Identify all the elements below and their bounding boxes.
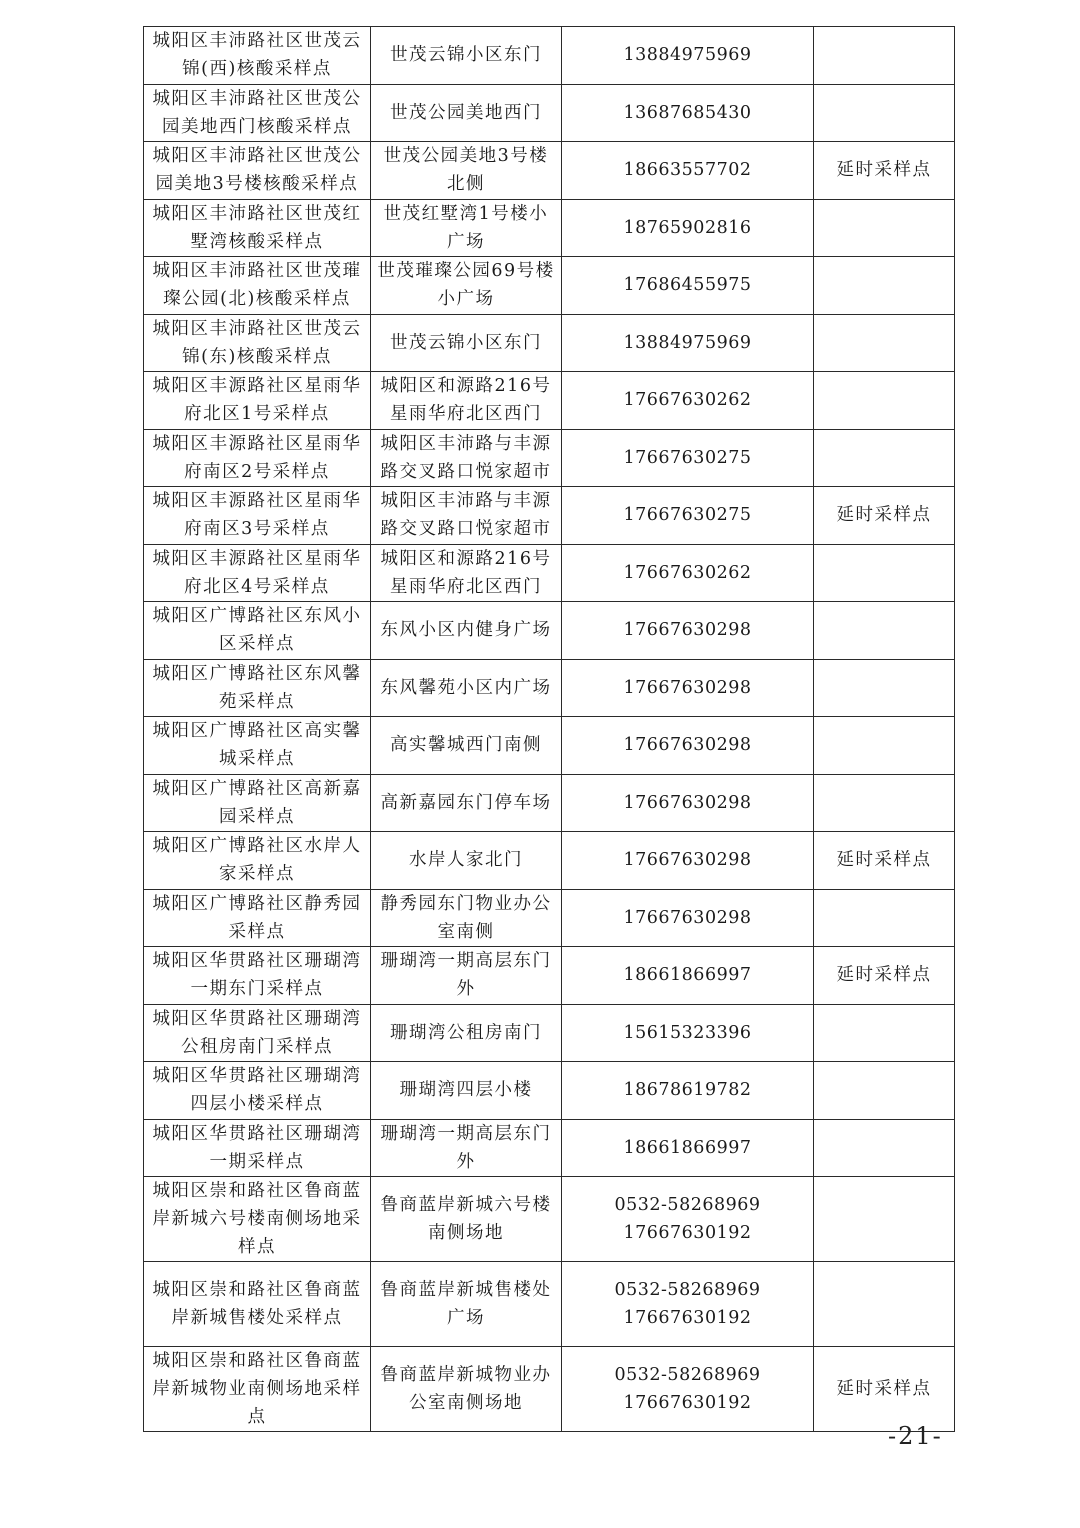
site-name-cell: 城阳区广博路社区水岸人家采样点 — [144, 832, 371, 890]
phone-cell — [562, 314, 814, 372]
site-location-cell: 静秀园东门物业办公室南侧 — [371, 889, 562, 947]
site-name-cell: 城阳区丰源路社区星雨华府北区1号采样点 — [144, 372, 371, 430]
site-location-cell: 世茂公园美地西门 — [371, 84, 562, 142]
table-row — [144, 544, 955, 602]
site-location-cell: 世茂云锦小区东门 — [371, 314, 562, 372]
note-cell — [814, 1062, 955, 1120]
phone-number: 17667630298 — [623, 792, 752, 813]
table-row — [144, 372, 955, 430]
phone-cell — [562, 142, 814, 200]
table-row — [144, 142, 955, 200]
table-row — [144, 889, 955, 947]
note-cell — [814, 257, 955, 315]
table-body — [144, 27, 955, 1432]
phone-number: 17667630262 — [623, 390, 752, 411]
phone-number: 17667630298 — [623, 620, 752, 641]
phone-cell — [562, 257, 814, 315]
table-row — [144, 487, 955, 545]
table-row — [144, 1119, 955, 1177]
site-location-cell: 鲁商蓝岸新城六号楼南侧场地 — [371, 1177, 562, 1262]
note-cell: 延时采样点 — [814, 142, 955, 200]
phone-number-secondary: 17667630192 — [623, 1223, 752, 1243]
table-row — [144, 1347, 955, 1432]
phone-number: 17686455975 — [623, 275, 752, 296]
note-cell — [814, 1177, 955, 1262]
table-row — [144, 947, 955, 1005]
site-name-cell: 城阳区华贯路社区珊瑚湾四层小楼采样点 — [144, 1062, 371, 1120]
site-location-cell: 东风小区内健身广场 — [371, 602, 562, 660]
note-cell — [814, 659, 955, 717]
phone-number-secondary: 17667630192 — [623, 1308, 752, 1328]
phone-cell — [562, 372, 814, 430]
site-location-cell: 城阳区丰沛路与丰源路交叉路口悦家超市 — [371, 487, 562, 545]
note-cell — [814, 84, 955, 142]
site-location-cell: 城阳区丰沛路与丰源路交叉路口悦家超市 — [371, 429, 562, 487]
table-row — [144, 1004, 955, 1062]
table-row — [144, 659, 955, 717]
site-location-cell: 珊瑚湾四层小楼 — [371, 1062, 562, 1120]
phone-cell — [562, 1262, 814, 1347]
note-cell — [814, 774, 955, 832]
phone-number: 18678619782 — [623, 1080, 752, 1101]
note-cell — [814, 199, 955, 257]
phone-cell — [562, 947, 814, 1005]
note-cell — [814, 889, 955, 947]
site-name-cell: 城阳区丰沛路社区世茂公园美地西门核酸采样点 — [144, 84, 371, 142]
phone-number: 13687685430 — [623, 102, 752, 123]
phone-number-secondary: 17667630192 — [623, 1393, 752, 1413]
note-cell: 延时采样点 — [814, 1347, 955, 1432]
phone-cell — [562, 889, 814, 947]
phone-number: 15615323396 — [623, 1022, 752, 1043]
site-name-cell: 城阳区广博路社区静秀园采样点 — [144, 889, 371, 947]
site-location-cell: 水岸人家北门 — [371, 832, 562, 890]
site-name-cell: 城阳区崇和路社区鲁商蓝岸新城售楼处采样点 — [144, 1262, 371, 1347]
note-cell: 延时采样点 — [814, 947, 955, 1005]
site-location-cell: 鲁商蓝岸新城物业办公室南侧场地 — [371, 1347, 562, 1432]
site-location-cell: 城阳区和源路216号星雨华府北区西门 — [371, 544, 562, 602]
note-cell — [814, 27, 955, 85]
site-name-cell: 城阳区丰源路社区星雨华府南区3号采样点 — [144, 487, 371, 545]
site-name-cell: 城阳区广博路社区东风馨苑采样点 — [144, 659, 371, 717]
site-location-cell: 世茂公园美地3号楼北侧 — [371, 142, 562, 200]
phone-number: 17667630275 — [623, 505, 752, 526]
table-row — [144, 1262, 955, 1347]
site-name-cell: 城阳区丰沛路社区世茂红墅湾核酸采样点 — [144, 199, 371, 257]
site-location-cell: 高新嘉园东门停车场 — [371, 774, 562, 832]
phone-cell — [562, 1347, 814, 1432]
note-cell — [814, 429, 955, 487]
site-name-cell: 城阳区丰源路社区星雨华府北区4号采样点 — [144, 544, 371, 602]
note-cell — [814, 1119, 955, 1177]
site-name-cell: 城阳区广博路社区东风小区采样点 — [144, 602, 371, 660]
table-row — [144, 774, 955, 832]
phone-number: 17667630298 — [623, 735, 752, 756]
phone-number: 13884975969 — [623, 332, 752, 353]
site-name-cell: 城阳区丰沛路社区世茂云锦(东)核酸采样点 — [144, 314, 371, 372]
phone-cell — [562, 1004, 814, 1062]
note-cell — [814, 314, 955, 372]
site-location-cell: 世茂红墅湾1号楼小广场 — [371, 199, 562, 257]
site-name-cell: 城阳区丰沛路社区世茂公园美地3号楼核酸采样点 — [144, 142, 371, 200]
phone-cell — [562, 1062, 814, 1120]
phone-number: 0532-58268969 — [614, 1280, 761, 1300]
table-row — [144, 257, 955, 315]
page-number: -21- — [888, 1422, 943, 1450]
phone-number: 18663557702 — [623, 160, 752, 181]
phone-number: 17667630298 — [623, 907, 752, 928]
site-location-cell: 珊瑚湾一期高层东门外 — [371, 1119, 562, 1177]
phone-number: 18661866997 — [623, 965, 752, 986]
phone-cell — [562, 832, 814, 890]
site-name-cell: 城阳区华贯路社区珊瑚湾公租房南门采样点 — [144, 1004, 371, 1062]
phone-number: 18765902816 — [623, 217, 752, 238]
phone-number: 18661866997 — [623, 1137, 752, 1158]
site-name-cell: 城阳区广博路社区高实馨城采样点 — [144, 717, 371, 775]
phone-number: 0532-58268969 — [614, 1195, 761, 1215]
phone-number: 17667630275 — [623, 447, 752, 468]
site-location-cell: 东风馨苑小区内广场 — [371, 659, 562, 717]
note-cell — [814, 602, 955, 660]
site-location-cell: 鲁商蓝岸新城售楼处广场 — [371, 1262, 562, 1347]
site-name-cell: 城阳区丰沛路社区世茂云锦(西)核酸采样点 — [144, 27, 371, 85]
table-row — [144, 314, 955, 372]
sampling-sites-table — [143, 26, 955, 1432]
phone-number: 0532-58268969 — [614, 1365, 761, 1385]
phone-cell — [562, 199, 814, 257]
phone-cell — [562, 717, 814, 775]
site-location-cell: 城阳区和源路216号星雨华府北区西门 — [371, 372, 562, 430]
phone-cell — [562, 429, 814, 487]
phone-number: 17667630262 — [623, 562, 752, 583]
phone-cell — [562, 1177, 814, 1262]
table-row — [144, 1177, 955, 1262]
phone-cell — [562, 602, 814, 660]
note-cell: 延时采样点 — [814, 832, 955, 890]
note-cell — [814, 372, 955, 430]
site-location-cell: 珊瑚湾公租房南门 — [371, 1004, 562, 1062]
site-name-cell: 城阳区华贯路社区珊瑚湾一期东门采样点 — [144, 947, 371, 1005]
table-row — [144, 27, 955, 85]
site-name-cell: 城阳区崇和路社区鲁商蓝岸新城物业南侧场地采样点 — [144, 1347, 371, 1432]
note-cell — [814, 1004, 955, 1062]
site-location-cell: 世茂云锦小区东门 — [371, 27, 562, 85]
note-cell — [814, 717, 955, 775]
site-name-cell: 城阳区崇和路社区鲁商蓝岸新城六号楼南侧场地采样点 — [144, 1177, 371, 1262]
site-name-cell: 城阳区华贯路社区珊瑚湾一期采样点 — [144, 1119, 371, 1177]
table-row — [144, 429, 955, 487]
phone-number: 17667630298 — [623, 677, 752, 698]
phone-number: 17667630298 — [623, 850, 752, 871]
phone-cell — [562, 27, 814, 85]
table-row — [144, 1062, 955, 1120]
phone-cell — [562, 544, 814, 602]
note-cell — [814, 1262, 955, 1347]
table-row — [144, 832, 955, 890]
site-location-cell: 珊瑚湾一期高层东门外 — [371, 947, 562, 1005]
site-name-cell: 城阳区广博路社区高新嘉园采样点 — [144, 774, 371, 832]
site-location-cell: 高实馨城西门南侧 — [371, 717, 562, 775]
phone-cell — [562, 84, 814, 142]
table-row — [144, 602, 955, 660]
site-location-cell: 世茂璀璨公园69号楼小广场 — [371, 257, 562, 315]
note-cell — [814, 544, 955, 602]
note-cell: 延时采样点 — [814, 487, 955, 545]
phone-cell — [562, 659, 814, 717]
table-row — [144, 199, 955, 257]
phone-number: 13884975969 — [623, 45, 752, 66]
phone-cell — [562, 1119, 814, 1177]
table-row — [144, 717, 955, 775]
site-name-cell: 城阳区丰源路社区星雨华府南区2号采样点 — [144, 429, 371, 487]
site-name-cell: 城阳区丰沛路社区世茂璀璨公园(北)核酸采样点 — [144, 257, 371, 315]
phone-cell — [562, 774, 814, 832]
table-row — [144, 84, 955, 142]
phone-cell — [562, 487, 814, 545]
